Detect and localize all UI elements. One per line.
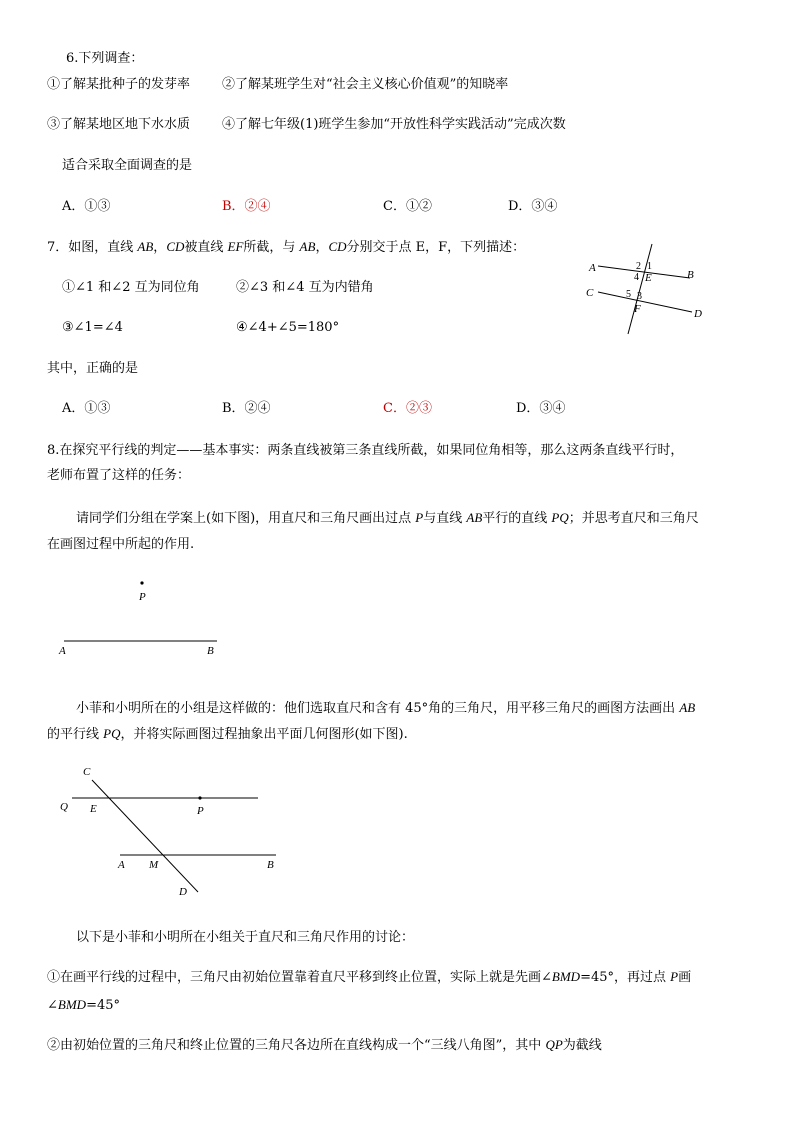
q8-line3-part: 请同学们分组在学案上(如下图)，用直尺和三角尺画出过点: [76, 511, 416, 526]
line-cd: [598, 292, 692, 312]
q6-option-a: A．①③: [62, 199, 111, 214]
q7-option-c: C．②③: [383, 401, 432, 416]
label-a: A: [589, 262, 596, 274]
q7-question: 其中，正确的是: [47, 361, 139, 376]
q7-title-line-cd-2: CD: [328, 239, 347, 254]
q8-line8-part: =45°，再过点: [580, 970, 671, 985]
angle-2-label: 2: [636, 261, 641, 272]
q7-title-line-cd: CD: [166, 239, 185, 254]
q7-item3: ③∠1=∠4: [62, 320, 123, 335]
q8-line1: 8.在探究平行线的判定——基本事实：两条直线被第三条直线所截，如果同位角相等，那么这两条直线平行时，: [47, 443, 684, 458]
q6-question: 适合采取全面调查的是: [62, 158, 193, 173]
q8-line8: [47, 968, 691, 987]
point-p: [198, 796, 201, 799]
q6-item1: ①了解某批种子的发芽率: [47, 77, 191, 92]
q8-angle-bmd: BMD: [551, 969, 581, 984]
q8-line10-part: ②由初始位置的三角尺和终止位置的三角尺各边所在直线构成一个“三线八角图”，其中: [47, 1038, 546, 1053]
q6-option-d: D．③④: [508, 199, 558, 214]
label-b: B: [687, 269, 694, 281]
q8-figure-2: [50, 760, 290, 900]
q7-item2: ②∠3 和∠4 互为内错角: [236, 280, 374, 295]
label-e: E: [90, 803, 97, 815]
q6-item2: ②了解某班学生对“社会主义核心价值观”的知晓率: [222, 77, 509, 92]
q8-line3-part: ；并思考直尺和三角尺: [568, 511, 699, 526]
label-e: E: [645, 272, 652, 284]
q8-line3-part: 平行的直线: [482, 511, 552, 526]
label-q: Q: [60, 801, 68, 813]
q6-item4: ④了解七年级(1)班学生参加“开放性科学实践活动”完成次数: [222, 117, 566, 132]
angle-3-label: 3: [637, 291, 642, 302]
label-a: A: [59, 645, 66, 657]
label-a: A: [118, 859, 125, 871]
q6-item3: ③了解某地区地下水水质: [47, 117, 191, 132]
q7-title-line-ef: EF: [227, 239, 244, 254]
q8-line6-part: ，并将实际画图过程抽象出平面几何图形(如下图).: [120, 727, 408, 742]
label-b: B: [267, 859, 274, 871]
q7-item1: ①∠1 和∠2 互为同位角: [62, 280, 200, 295]
line-cd: [92, 780, 198, 892]
q8-point-p: P: [415, 510, 424, 525]
q8-line5: [76, 699, 695, 718]
q7-title-part: 所截，与: [243, 240, 300, 255]
label-d: D: [694, 308, 702, 320]
q6-title: 6.下列调查：: [66, 51, 144, 66]
q8-line9-part: ∠: [47, 998, 58, 1013]
angle-1-label: 1: [647, 261, 652, 272]
angle-4-label: 4: [634, 272, 639, 283]
q8-line-ab: AB: [466, 510, 483, 525]
q8-line7: 以下是小菲和小明所在小组关于直尺和三角尺作用的讨论：: [76, 930, 415, 945]
q8-line3: [76, 509, 699, 528]
q7-figure: [580, 238, 710, 338]
q7-title-part: ，: [153, 240, 167, 255]
q8-line9: [47, 996, 120, 1015]
q7-title-part: 被直线: [184, 240, 228, 255]
angle-5-label: 5: [626, 289, 631, 300]
label-p: P: [139, 591, 146, 603]
q7-title-part: 分别交于点 E，F，下列描述：: [346, 240, 526, 255]
q8-point-p: P: [670, 969, 679, 984]
q8-line9-part: =45°: [86, 998, 121, 1013]
line-ab: [598, 266, 690, 278]
label-m: M: [149, 859, 159, 871]
q7-item4: ④∠4+∠5=180°: [236, 320, 340, 335]
q8-line10: [47, 1036, 602, 1055]
q7-title-line-ab-2: AB: [299, 239, 316, 254]
q6-option-b: B．②④: [222, 199, 271, 214]
point-p: [140, 581, 143, 584]
q8-line6: [47, 725, 408, 744]
q8-line4: 在画图过程中所起的作用.: [47, 537, 195, 552]
line-ef: [628, 244, 652, 334]
q7-title-line-ab: AB: [137, 239, 154, 254]
q7-title-part: 7．如图，直线: [47, 240, 138, 255]
q8-angle-bmd: BMD: [57, 997, 87, 1012]
q8-line-qp: QP: [545, 1037, 563, 1052]
q8-line8-part: ①在画平行线的过程中，三角尺由初始位置靠着直尺平移到终止位置，实际上就是先画∠: [47, 970, 552, 985]
label-c: C: [83, 766, 91, 778]
q8-line8-part: 画: [678, 970, 692, 985]
q8-line3-part: 与直线: [423, 511, 467, 526]
q7-title: [47, 238, 525, 257]
q8-line-pq: PQ: [551, 510, 569, 525]
q8-line10-part: 为截线: [562, 1038, 602, 1053]
label-b: B: [207, 645, 214, 657]
q8-line6-part: 的平行线: [47, 727, 104, 742]
q8-line-ab: AB: [679, 700, 696, 715]
q7-option-d: D．③④: [516, 401, 566, 416]
q8-line5-part: 小菲和小明所在的小组是这样做的：他们选取直尺和含有 45°角的三角尺，用平移三角尺的画图方法画出: [76, 701, 680, 716]
q8-figure-1: [50, 574, 230, 662]
q7-option-a: A．①③: [62, 401, 111, 416]
label-d: D: [179, 886, 187, 898]
label-p: P: [197, 805, 204, 817]
q6-option-c: C．①②: [383, 199, 432, 214]
q8-line-pq: PQ: [103, 726, 121, 741]
label-c: C: [586, 287, 594, 299]
q7-title-part: ，: [315, 240, 329, 255]
label-f: F: [634, 303, 641, 315]
q8-line2: 老师布置了这样的任务：: [47, 468, 191, 483]
q7-option-b: B．②④: [222, 401, 271, 416]
